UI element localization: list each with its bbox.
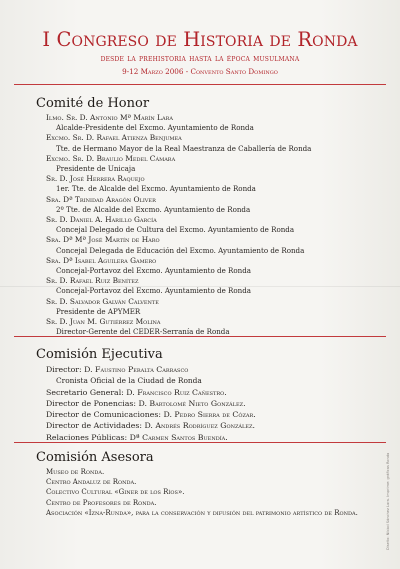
member-name: Excmo. Sr. D. Braulio Medel Cámara (46, 153, 176, 163)
advisory-member: Asociación «Izna-Runda», para la conservación y difusión del patrimonio artístico de Ronda. (46, 508, 358, 517)
honor-member (36, 133, 384, 153)
member-name: Sr. D. Daniel A. Harillo García (46, 215, 157, 225)
honor-member (36, 154, 384, 174)
honor-member (36, 215, 384, 235)
advisory-member: Colectivo Cultural «Giner de los Ríos». (46, 488, 185, 497)
role-label: Director: (46, 365, 85, 374)
divider-rule (14, 442, 386, 443)
role-label: Director de Actividades: (46, 421, 145, 431)
honor-member (36, 276, 384, 296)
advisory-committee-section (36, 450, 384, 518)
honor-member (36, 174, 384, 194)
honor-member (36, 297, 384, 317)
executive-row (36, 364, 384, 375)
executive-committee-section (36, 347, 384, 443)
honor-committee-section (36, 96, 384, 337)
print-credit: Diseño: Nikkol Sánchez Lara. Imprime: gráficas Ronda (386, 452, 390, 550)
member-name: Sr. D. Salvador Galván Calvente (46, 296, 159, 306)
congress-subtitle: desde la prehistoria hasta la época musulmana (100, 53, 300, 64)
section-title: Comisión Asesora (36, 450, 154, 465)
role-label: Director de Ponencias: (46, 398, 139, 408)
member-role: Concejal-Portavoz del Excmo. Ayuntamiento de Ronda (56, 286, 251, 296)
honor-member (36, 317, 384, 337)
member-name: Ilmo. Sr. D. Antonio Mª Marín Lara (46, 113, 173, 122)
honor-member (36, 195, 384, 215)
member-role: Tte. de Hermano Mayor de la Real Maestranza de Caballería de Ronda (56, 143, 312, 153)
executive-row (36, 398, 384, 409)
executive-row (36, 420, 384, 431)
member-name: Sr. D. Juan M. Gutiérrez Molina (46, 317, 161, 327)
member-role: Alcalde-Presidente del Excmo. Ayuntamiento de Ronda (56, 123, 254, 133)
person-name: Dª Carmen Santos Buendía. (129, 432, 228, 442)
role-label: Relaciones Públicas: (46, 432, 130, 442)
person-name: D. Pedro Sierra de Cózar. (163, 410, 256, 420)
member-role: Concejal-Portavoz del Excmo. Ayuntamiento de Ronda (56, 266, 251, 276)
person-name: D. Francisco Ruiz Cañestro. (126, 387, 227, 397)
advisory-member: Centro de Profesores de Ronda. (46, 498, 157, 507)
member-name: Sra. Dª Isabel Aguilera Gamero (46, 255, 157, 265)
honor-member (36, 235, 384, 255)
divider-rule (14, 84, 386, 85)
honor-member (36, 256, 384, 276)
divider-rule (14, 336, 386, 337)
person-name: D. Faustino Peralta Carrasco (84, 365, 189, 374)
member-role: Concejal Delegada de Educación del Excmo. Ayuntamiento de Ronda (56, 245, 305, 255)
advisory-member: Museo de Ronda. (46, 468, 105, 476)
advisory-member: Centro Andaluz de Ronda. (46, 478, 137, 487)
role-label: Director de Comunicaciones: (46, 410, 164, 420)
executive-row (36, 409, 384, 420)
member-role: Concejal Delegado de Cultura del Excmo. Ayuntamiento de Ronda (56, 225, 295, 235)
executive-row (36, 387, 384, 398)
congress-dateline: 9-12 Marzo 2006 - Convento Santo Domingo (122, 67, 278, 76)
member-name: Sr. D. José Herrera Raquejo (46, 174, 145, 184)
section-title: Comisión Ejecutiva (36, 347, 163, 362)
member-role: Director-Gerente del CEDER-Serranía de Ronda (56, 327, 230, 337)
member-name: Sra. Dª Mª José Martín de Haro (46, 235, 160, 245)
member-role: Presidente de Unicaja (56, 164, 136, 174)
section-title: Comité de Honor (36, 96, 150, 111)
person-name: D. Bartolomé Nieto González. (138, 398, 246, 408)
person-name: D. Andrés Rodríguez González. (144, 421, 255, 431)
executive-row-note: Cronista Oficial de la Ciudad de Ronda (56, 376, 202, 386)
role-label: Secretario General: (46, 387, 127, 397)
member-name: Sr. D. Rafael Ruiz Benítez (46, 276, 139, 286)
member-name: Excmo. Sr. D. Rafael Atienza Benjumea (46, 133, 182, 143)
member-name: Sra. Dª Trinidad Aragón Oliver (46, 194, 156, 204)
congress-title: I Congreso de Historia de Ronda (42, 28, 358, 51)
honor-member (36, 113, 384, 133)
member-role: 1er. Tte. de Alcalde del Excmo. Ayuntamiento de Ronda (56, 184, 256, 194)
member-role: 2º Tte. de Alcalde del Excmo. Ayuntamiento de Ronda (56, 204, 251, 214)
member-role: Presidente de APYMER (56, 306, 141, 316)
